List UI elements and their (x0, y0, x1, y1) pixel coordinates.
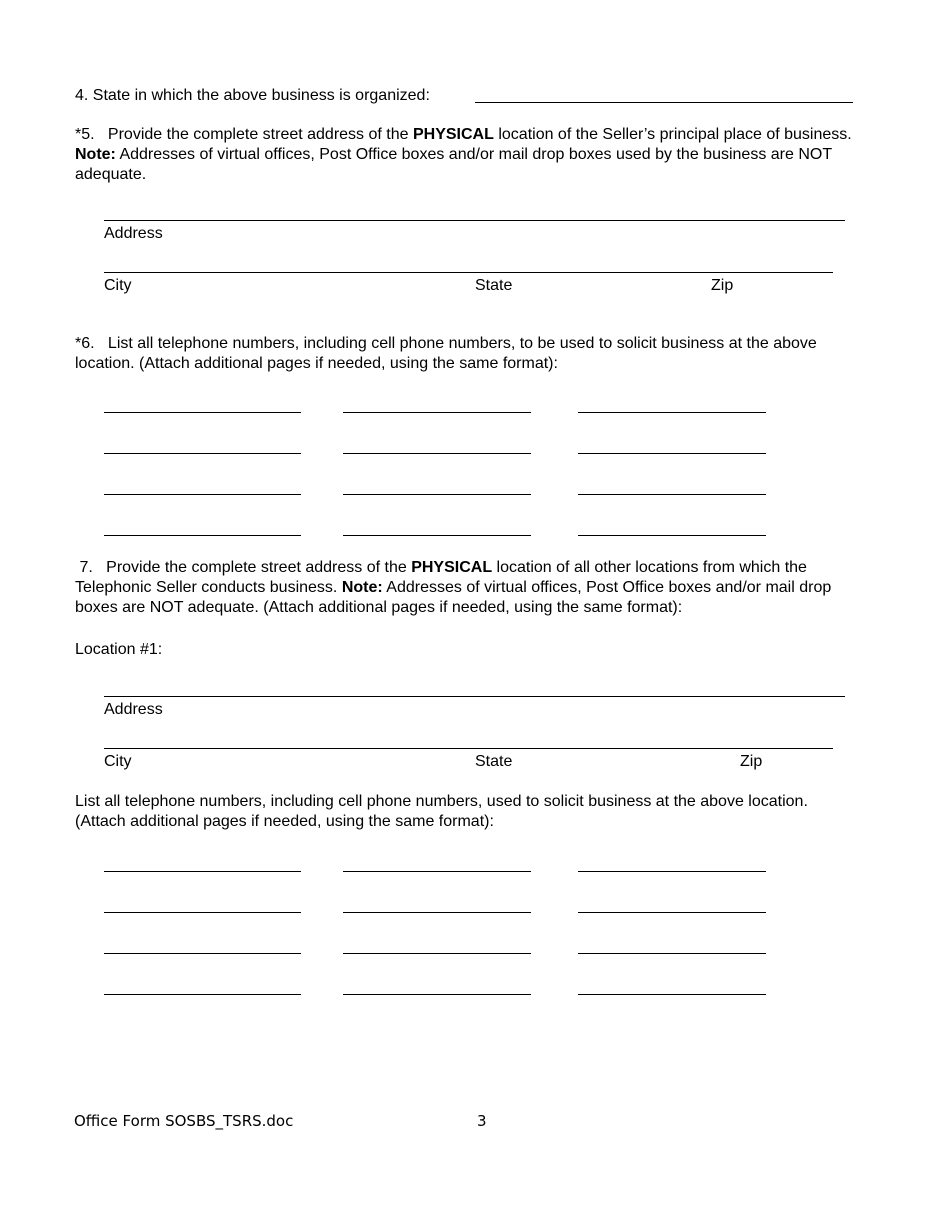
q4-state-field[interactable] (475, 102, 853, 103)
q6-paragraph (75, 334, 875, 374)
q6-phone-field[interactable] (104, 412, 301, 413)
q7-address-label: Address (104, 701, 163, 718)
footer-form-name: Office Form SOSBS_TSRS.doc (74, 1112, 294, 1130)
q7-phone-field[interactable] (343, 871, 531, 872)
q7-text-a: Provide the complete street address of the (106, 559, 412, 576)
q7-text-b: location of all other locations from which the Telephonic Seller conducts business. (75, 559, 807, 596)
q5-physical-bold: PHYSICAL (412, 126, 494, 143)
q7-state-label: State (475, 753, 513, 770)
q7-phone-field[interactable] (104, 912, 301, 913)
q6-phone-field[interactable] (343, 535, 531, 536)
q6-phone-field[interactable] (104, 494, 301, 495)
q5-text-a: Provide the complete street address of the (107, 126, 413, 143)
q7-phone-field[interactable] (578, 994, 766, 995)
q5-address-field[interactable] (104, 220, 845, 221)
q7-phone-field[interactable] (343, 994, 531, 995)
q7-phone-field[interactable] (578, 953, 766, 954)
q7-note-label: Note: (341, 579, 383, 596)
q5-state-label: State (475, 277, 513, 294)
q7-text-c: Addresses of virtual offices, Post Office boxes and/or mail drop boxes are NOT adequate. (Attach additional pages if needed, using the same format): (75, 579, 832, 616)
q6-phone-field[interactable] (578, 453, 766, 454)
q7-phone-field[interactable] (104, 953, 301, 954)
q5-note-label: Note: (75, 146, 116, 163)
q7-phone-field[interactable] (578, 912, 766, 913)
q5-city-state-zip-field[interactable] (104, 272, 833, 273)
q5-number: *5. (75, 126, 95, 143)
q7-phone-field[interactable] (104, 994, 301, 995)
q7-city-state-zip-field[interactable] (104, 748, 833, 749)
q6-phone-field[interactable] (343, 453, 531, 454)
q5-text-c: Addresses of virtual offices, Post Office boxes and/or mail drop boxes used by the business are NOT adequate. (75, 146, 832, 183)
q7-physical-bold: PHYSICAL (411, 559, 493, 576)
q6-text: List all telephone numbers, including cell phone numbers, to be used to solicit business at the above location. (Attach additional pages if needed, using the same format): (75, 335, 817, 372)
q7-city-label: City (104, 753, 132, 770)
q5-address-label: Address (104, 225, 163, 242)
q7-phones-text: List all telephone numbers, including cell phone numbers, used to solicit business at the above location. (Attach additional pages if needed, using the same format): (75, 793, 808, 830)
q7-location-label: Location #1: (75, 641, 163, 658)
q7-phone-field[interactable] (343, 912, 531, 913)
q5-zip-label: Zip (711, 277, 734, 294)
q6-phone-field[interactable] (104, 453, 301, 454)
q4-text: 4. State in which the above business is organized: (75, 87, 430, 104)
q7-phone-field[interactable] (578, 871, 766, 872)
q7-phone-field[interactable] (104, 871, 301, 872)
q6-phone-field[interactable] (578, 412, 766, 413)
q7-phone-field[interactable] (343, 953, 531, 954)
q5-city-label: City (104, 277, 132, 294)
q6-phone-field[interactable] (104, 535, 301, 536)
q6-phone-field[interactable] (343, 412, 531, 413)
q6-phone-field[interactable] (578, 494, 766, 495)
q6-phone-field[interactable] (343, 494, 531, 495)
q6-number: *6. (75, 335, 95, 352)
q6-phone-field[interactable] (578, 535, 766, 536)
q7-paragraph (75, 558, 875, 618)
q5-text-b: location of the Seller’s principal place of business. (493, 126, 852, 143)
footer-page-number: 3 (477, 1112, 487, 1130)
q7-address-field[interactable] (104, 696, 845, 697)
q7-number: 7. (79, 559, 93, 576)
q7-zip-label: Zip (740, 753, 763, 770)
q5-paragraph (75, 125, 865, 185)
